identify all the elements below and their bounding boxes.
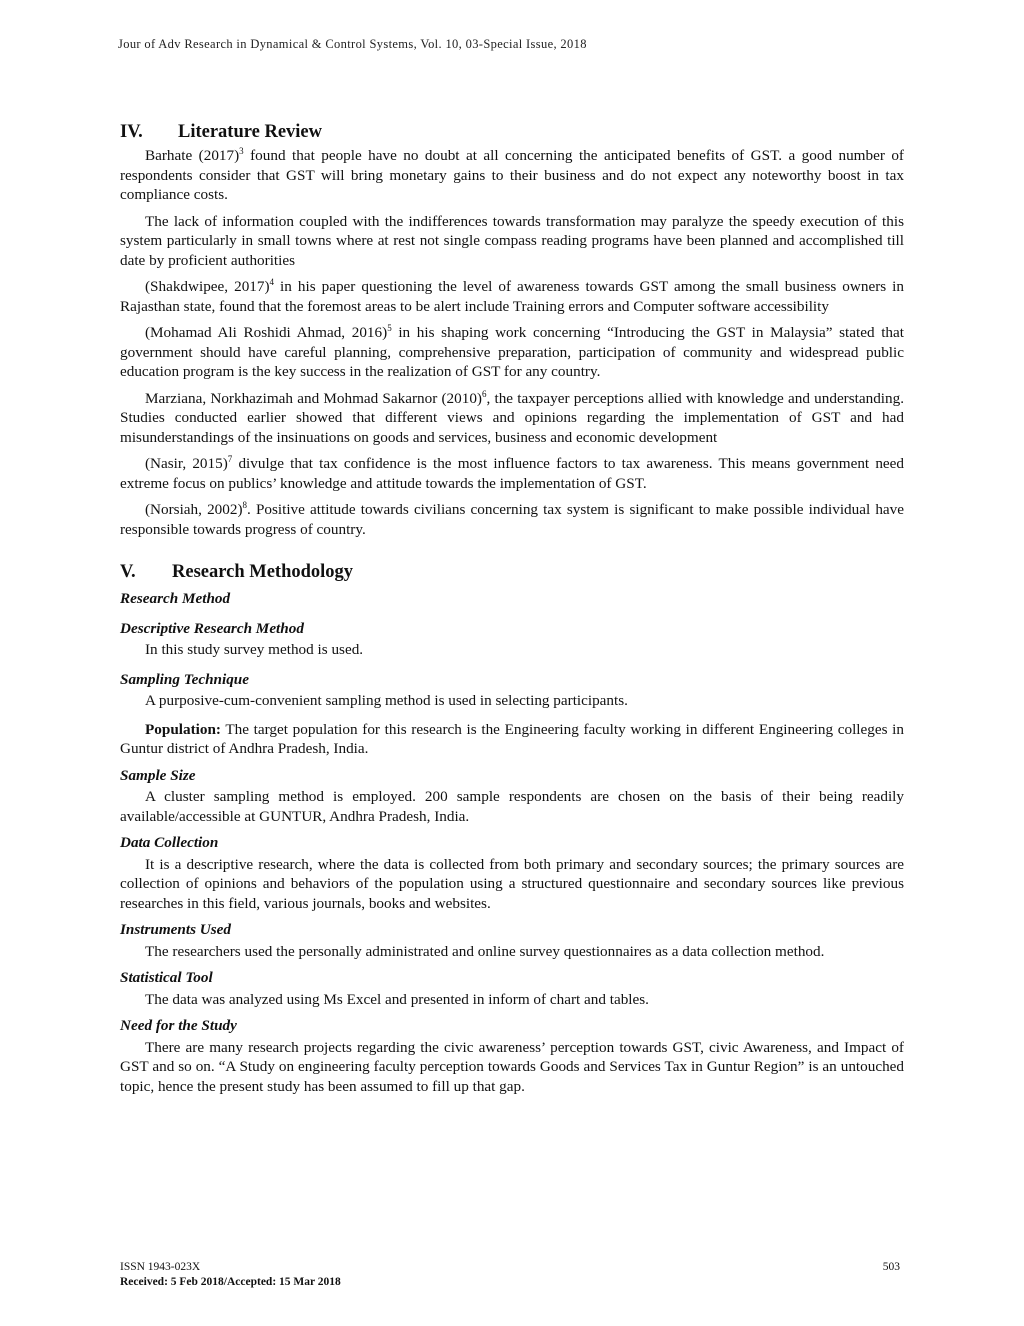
subheading-data-collection: Data Collection — [120, 834, 219, 851]
paragraph-lack-of-information: The lack of information coupled with the indifferences towards transformation may paralyze the speedy execution of this system particularly in small towns where at rest not single compass reading programs have been planned and accomplished till date by proficient authorities — [120, 212, 904, 269]
page-number: 503 — [882, 1261, 900, 1273]
paragraph-instruments: The researchers used the personally administrated and online survey questionnaires as a data collection method. — [145, 942, 825, 960]
section-title: Research Methodology — [172, 562, 354, 582]
paragraph-barhate: Barhate $(2017)^3$ found that people have no doubt at all concerning the anticipated benefits of GST. a good number of respondents consider that GST will bring monetary gains to their business and do not expect any noteworthy boost in tax compliance costs. — [120, 145, 904, 203]
section-number: V. — [120, 562, 136, 582]
footer-issn: ISSN 1943-023X — [120, 1261, 201, 1273]
section-title: Literature Review — [178, 122, 323, 142]
page-content — [120, 119, 904, 1103]
subheading-sampling-technique: Sampling Technique — [120, 670, 249, 688]
section-number: IV. — [120, 122, 143, 142]
paragraph-sample-size: A cluster sampling method is employed. 200 sample respondents are chosen on the basis of their being readily available/accessible at GUNTUR, Andhra Pradesh, India. — [120, 788, 904, 825]
text-descriptive: In this study survey method is used. — [145, 641, 364, 658]
section-heading-research-methodology — [120, 559, 904, 585]
subheading-sample-size: Sample Size — [120, 766, 196, 784]
subheading-research-method: Research Method — [120, 590, 231, 607]
reference-mark: 6 — [481, 388, 487, 399]
section-heading-literature-review — [120, 119, 904, 145]
paragraph-marziana: Marziana, Norkhazimah and Mohmad Sakarnor $(2010)^6$, the taxpayer perceptions allied with knowledge and understanding. Studies conducted earlier showed that different views and opinions regarding the implementation of GST and had misunderstandings of the insinuations on goods and services, business and economic development — [120, 388, 904, 446]
footer-received-accepted: Received: 5 Feb 2018/Accepted: 15 Mar 2018 — [120, 1276, 341, 1288]
paragraph-data-collection: It is a descriptive research, where the data is collected from both primary and secondary sources; the primary sources are collection of opinions and behaviors of the population using a structured questionnaire and secondary sources like previous researches in this field, various journals, books and websites. — [120, 855, 904, 912]
reference-mark: 8 — [242, 499, 248, 510]
paragraph-norsiah: (Norsiah, 2002)$^8$. Positive attitude towards civilians concerning tax system is significant to make possible individual have responsible towards progress of country. — [120, 499, 904, 538]
paragraph-shakdwipee: (Shakdwipee, 2017)$^4$ in his paper questioning the level of awareness towards GST among the small business owners in Rajasthan state, found that the foremost areas to be alert include Training errors and Computer software accessibility — [120, 276, 904, 315]
subheading-instruments-used: Instruments Used — [120, 921, 231, 938]
paragraph-population: Population: The target population for this research is the Engineering faculty working in different Engineering colleges in Guntur district of Andhra Pradesh, India. — [120, 720, 904, 757]
paragraph-statistical: The data was analyzed using Ms Excel and presented in inform of chart and tables. — [145, 990, 649, 1008]
paragraph-mohamad: (Mohamad Ali Roshidi Ahmad, 2016)$^5$ in his shaping work concerning “Introducing the GST in Malaysia” stated that government should have careful planning, comprehensive preparation, participation of community and widespread public education program is the key success in the realization of GST for any country. — [120, 322, 904, 380]
text-sampling: A purposive-cum-convenient sampling method is used in selecting participants. — [145, 692, 628, 709]
paragraph-need: There are many research projects regarding the civic awareness’ perception towards GST, civic Awareness, and Impact of GST and so on. “A Study on engineering faculty perception towards Goods and Services Tax in Guntur Region” is an untouched topic, hence the present study has been assumed to fill up that gap. — [120, 1038, 904, 1095]
population-label: Population: — [145, 720, 221, 738]
reference-mark: 5 — [387, 322, 392, 333]
subheading-statistical-tool: Statistical Tool — [120, 969, 213, 986]
reference-mark: 7 — [227, 453, 233, 464]
running-header: Jour of Adv Research in Dynamical & Control Systems, Vol. 10, 03-Special Issue, 2018 — [118, 37, 587, 51]
reference-mark: 3 — [239, 145, 244, 156]
paragraph-nasir: (Nasir, 2015)$^7$ divulge that tax confidence is the most influence factors to tax awareness. This means government need extreme focus on publics’ knowledge and attitude towards the implementation of GST. — [120, 453, 904, 492]
subheading-need-for-study: Need for the Study — [120, 1017, 237, 1034]
subheading-descriptive-research-method: Descriptive Research Method — [120, 619, 304, 637]
reference-mark: 4 — [269, 276, 275, 287]
